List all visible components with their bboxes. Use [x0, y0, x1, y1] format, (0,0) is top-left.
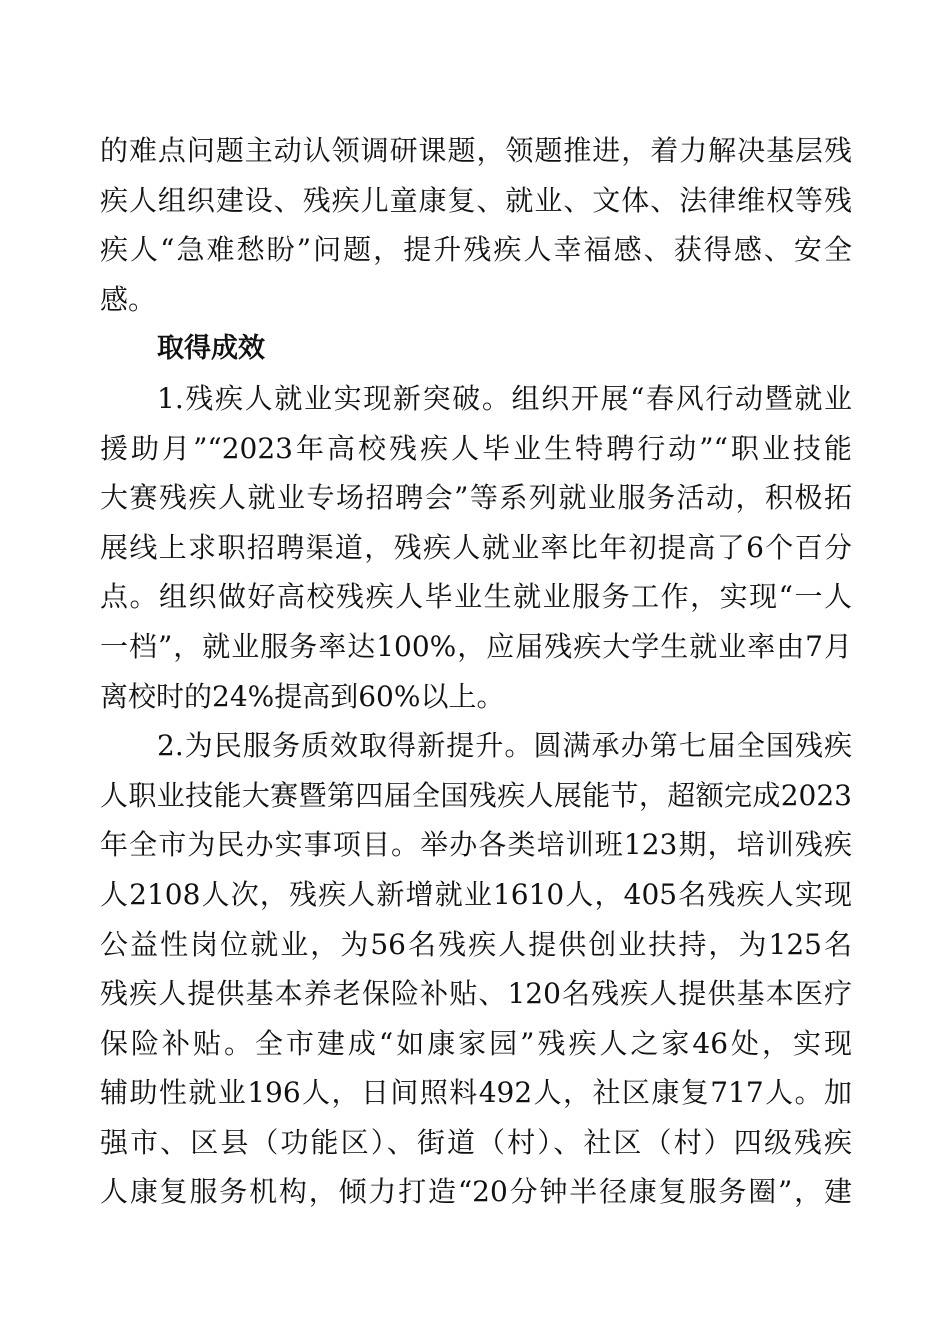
text-line: 2.为民服务质效取得新提升。圆满承办第七届全国残疾 [157, 729, 852, 763]
text-line: 人职业技能大赛暨第四届全国残疾人展能节，超额完成2023 [100, 778, 852, 812]
text-line: 点。组织做好高校残疾人毕业生就业服务工作，实现“一人 [100, 580, 852, 614]
text-line: 疾人“急难愁盼”问题，提升残疾人幸福感、获得感、安全 [100, 233, 852, 267]
text-line: 疾人组织建设、残疾儿童康复、就业、文体、法律维权等残 [100, 183, 852, 217]
text-line: 一档”，就业服务率达100%，应届残疾大学生就业率由7月 [100, 629, 852, 663]
section-heading: 取得成效 [157, 333, 265, 365]
text-line: 大赛残疾人就业专场招聘会”等系列就业服务活动，积极拓 [100, 481, 852, 515]
text-line: 感。 [100, 282, 157, 316]
text-line: 援助月”“2023年高校残疾人毕业生特聘行动”“职业技能 [100, 431, 852, 465]
text-line: 人2108人次，残疾人新增就业1610人，405名残疾人实现 [100, 877, 852, 911]
text-line: 1.残疾人就业实现新突破。组织开展“春风行动暨就业 [157, 381, 852, 415]
text-line: 公益性岗位就业，为56名残疾人提供创业扶持，为125名 [100, 927, 852, 961]
text-line: 强市、区县（功能区）、街道（村）、社区（村）四级残疾 [100, 1125, 852, 1159]
achievement-item-1 [100, 374, 852, 721]
text-line: 离校时的24%提高到60%以上。 [100, 679, 505, 713]
text-line: 保险补贴。全市建成“如康家园”残疾人之家46处，实现 [100, 1026, 852, 1060]
text-line: 年全市为民办实事项目。举办各类培训班123期，培训残疾 [100, 828, 852, 862]
achievement-item-2 [100, 721, 852, 1217]
text-line: 展线上求职招聘渠道，残疾人就业率比年初提高了6个百分 [100, 530, 852, 564]
text-line: 残疾人提供基本养老保险补贴、120名残疾人提供基本医疗 [100, 977, 852, 1011]
document-body [100, 126, 852, 1217]
text-line: 人康复服务机构，倾力打造“20分钟半径康复服务圈”，建 [100, 1175, 852, 1209]
text-line: 辅助性就业196人，日间照料492人，社区康复717人。加 [100, 1076, 852, 1110]
text-line: 的难点问题主动认领调研课题，领题推进，着力解决基层残 [100, 134, 852, 167]
intro-paragraph [100, 126, 852, 324]
